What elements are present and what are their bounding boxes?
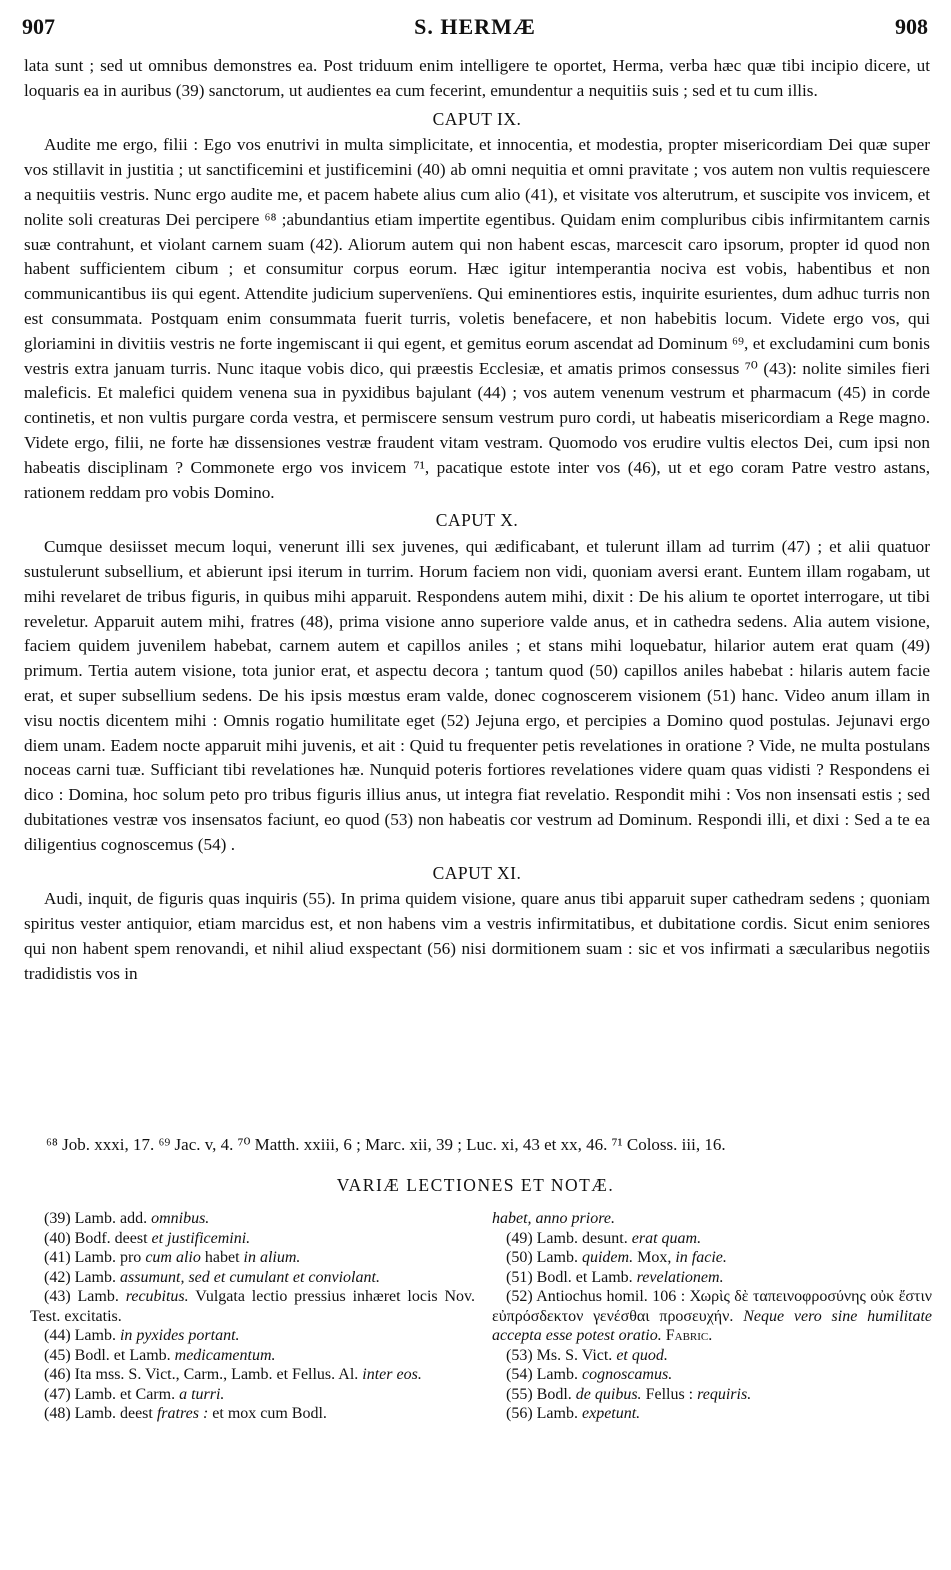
- note-item: (45) Bodl. et Lamb. medicamentum.: [44, 1346, 276, 1364]
- chapter-heading-11: CAPUT XI.: [432, 862, 522, 883]
- chapter-heading-10: CAPUT X.: [435, 510, 519, 531]
- note-item: (46) Ita mss. S. Vict., Carm., Lamb. et Fellus. Al. inter eos.: [44, 1366, 422, 1383]
- note-item: (48) Lamb. deest fratres : et mox cum Bodl.: [44, 1405, 327, 1422]
- note-item: (54) Lamb. cognoscamus.: [506, 1366, 673, 1383]
- note-item: (39) Lamb. add. omnibus.: [44, 1210, 210, 1227]
- main-text: [24, 54, 930, 986]
- note-item: (44) Lamb. in pyxides portant.: [44, 1327, 240, 1344]
- note-item: (53) Ms. S. Vict. et quod.: [506, 1346, 668, 1364]
- chapter-heading-9: CAPUT IX.: [432, 108, 522, 129]
- page-number-left: 907: [22, 14, 55, 39]
- note-item: (47) Lamb. et Carm. a turri.: [44, 1385, 225, 1403]
- running-header: [22, 14, 928, 44]
- notes-heading: VARIÆ LECTIONES ET NOTÆ.: [336, 1175, 615, 1195]
- note-item: (50) Lamb. quidem. Mox, in facie.: [506, 1249, 727, 1266]
- note-continuation: habet, anno priore.: [492, 1210, 615, 1227]
- note-item: (49) Lamb. desunt. erat quam.: [506, 1229, 702, 1247]
- note-item: (41) Lamb. pro cum alio habet in alium.: [44, 1249, 301, 1266]
- paragraph-caput-10: Cumque desiisset mecum loqui, venerunt illi sex juvenes, qui ædificabant, et tulerunt illam ad turrim (47) ; et alii quatuor sustulerunt subsellium, et abierunt ipsi iterum in turrim. Horum faciem non vidi, quoniam aversi erant. Euntem illam rogabam, ut mihi revelaret de tribus figuris, in quibus mihi apparuit. Respondens autem mihi, dixit : De his alium te oportet interrogare, ut tibi reveletur. Apparuit autem mihi, fratres (48), prima visione anno superiore valde anus, et in cathedra sedens. Alia autem visione, faciem quidem juvenilem habebat, carnem autem et capillos aniles ; et stans mihi loquebatur, hilarior autem erat quam (49) primum. Tertia autem visione, tota junior erat, et aspectu decora ; tantum quod (50) capillos aniles habebat : hilaris autem facie erat, et super subsellium sedens. De his ipsis mœstus eram valde, donec cognoscerem visionem (51) hanc. Video anum illam in visu noctis dicentem mihi : Omnis rogatio humilitate eget (52) Jejuna ergo, et percipies a Domino quod postulas. Jejunavi ergo diem unam. Eadem nocte apparuit mihi juvenis, et ait : Quid tu frequenter petis revelationes in oratione ? Vide, ne multa postulans noceas carni tuæ. Sufficiant tibi revelationes hæ. Nunquid poteris fortiores revelationes videre quam quas vidisti ? Respondens ei dico : Domina, hoc solum peto pro tribus figuris illius anus, ut integra fiat revelatio. Respondit mihi : Vos non insensati estis ; sed dubitationes vestræ vos insensatos faciunt, eo quod (53) non habeatis cor vestrum ad Dominum. Respondi illi, et dixi : Sed a te ea diligentius cognoscemus (54) .: [24, 537, 930, 854]
- note-item: (40) Bodf. deest et justificemini.: [44, 1229, 251, 1247]
- notes-column-left: [30, 1209, 475, 1424]
- notes-column-right: [492, 1209, 932, 1424]
- note-item: (55) Bodl. de quibus. Fellus : requiris.: [506, 1385, 752, 1403]
- note-item: (51) Bodl. et Lamb. revelationem.: [506, 1268, 724, 1286]
- note-item: (43) Lamb. recubitus. Vulgata lectio pressius inhæret locis Nov. Test. excitatis.: [30, 1288, 476, 1325]
- scripture-footnotes: ⁶⁸ Job. xxxi, 17. ⁶⁹ Jac. v, 4. ⁷⁰ Matth. xxiii, 6 ; Marc. xii, 39 ; Luc. xi, 43 et xx, 46. ⁷¹ Coloss. iii, 16.: [46, 1135, 726, 1154]
- paragraph-continuation: lata sunt ; sed ut omnibus demonstres ea. Post triduum enim intelligere te oportet, Herma, verba hæc quæ tibi incipio dicere, ut loquaris ea in auribus (39) sanctorum, ut audientes ea cum fecerint, emundentur a nequitiis suis ; sed et tu cum illis.: [24, 56, 930, 100]
- paragraph-caput-9: Audite me ergo, filii : Ego vos enutrivi in multa simplicitate, et innocentia, et modestia, propter misericordiam Dei quæ super vos stillavit in justitia ; ut sanctificemini et justificemini (40) ab omni nequitia et omni pravitate ; vos autem non vultis requiescere a nequitiis vestris. Nunc ergo audite me, et pacem habete alius cum alio (41), et visitate vos alterutrum, et suscipite vos invicem, et nolite soli creaturas Dei percipere ⁶⁸ ;abundantius etiam impertite egentibus. Quidam enim compluribus cibis infirmitantem carnis suæ contrahunt, et violant carnem suam (42). Aliorum autem qui non habent escas, marcescit caro ipsorum, propter id quod non habent sufficientem cibum ; et consumitur corpus eorum. Hæc igitur intemperantia nociva est vobis, habentibus et non communicantibus iis qui egent. Attendite judicium supervenïens. Qui eminentiores estis, inquirite esurientes, dum adhuc turris non est consummata. Postquam enim consummata fuerit turris, voletis benefacere, et non habebitis locum. Videte ergo vos, qui gloriamini in divitiis vestris ne forte ingemiscant ii qui egent, et gemitus eorum ascendat ad Dominum ⁶⁹, et excludamini cum bonis vestris extra januam turris. Nunc itaque vobis dico, qui præestis Ecclesiæ, et amatis primos consessus ⁷⁰ (43): nolite similes fieri maleficis. Et malefici quidem venena sua in pyxidibus bajulant (44) ; vos autem venenum vestrum et pharmacum (45) in corde continetis, et non vultis purgare corda vestra, et permiscere sensum vestrum puro cordi, ut habeatis misericordiam a Rege magno. Videte ergo, filii, ne forte hæ dissensiones vestræ fraudent vitam vestram. Quomodo vos erudire vultis electos Dei, cum ipsi non habeatis disciplinam ? Commonete ergo vos invicem ⁷¹, pacatique estote inter vos (46), ut et ego coram Patre vestro astans, rationem reddam pro vobis Domino.: [24, 135, 930, 502]
- running-title: S. HERMÆ: [414, 14, 536, 39]
- paragraph-caput-11: Audi, inquit, de figuris quas inquiris (55). In prima quidem visione, quare anus tibi apparuit super cathedram sedens ; quoniam spiritus vester antiquior, etiam marcidus est, et non habens vim a vestris infirmitatibus, et dubitatione cordis. Sicut enim seniores qui non habent spem renovandi, et nihil aliud exspectant (56) nisi dormitionem suam : sic et vos infirmati a sæcularibus negotiis tradidistis vos in: [24, 889, 930, 983]
- page-number-right: 908: [895, 14, 928, 39]
- note-item: (42) Lamb. assumunt, sed et cumulant et conviolant.: [44, 1268, 380, 1286]
- note-item: (56) Lamb. expetunt.: [506, 1405, 641, 1422]
- note-item: (52) Antiochus homil. 106 : Χωρὶς δὲ ταπεινοφροσύνης οὐκ ἔστιν εὐπρόσδεκτον γενέσθαι προσευχήν. Neque vero sine humilitate accepta esse potest oratio. Fabric.: [492, 1288, 933, 1344]
